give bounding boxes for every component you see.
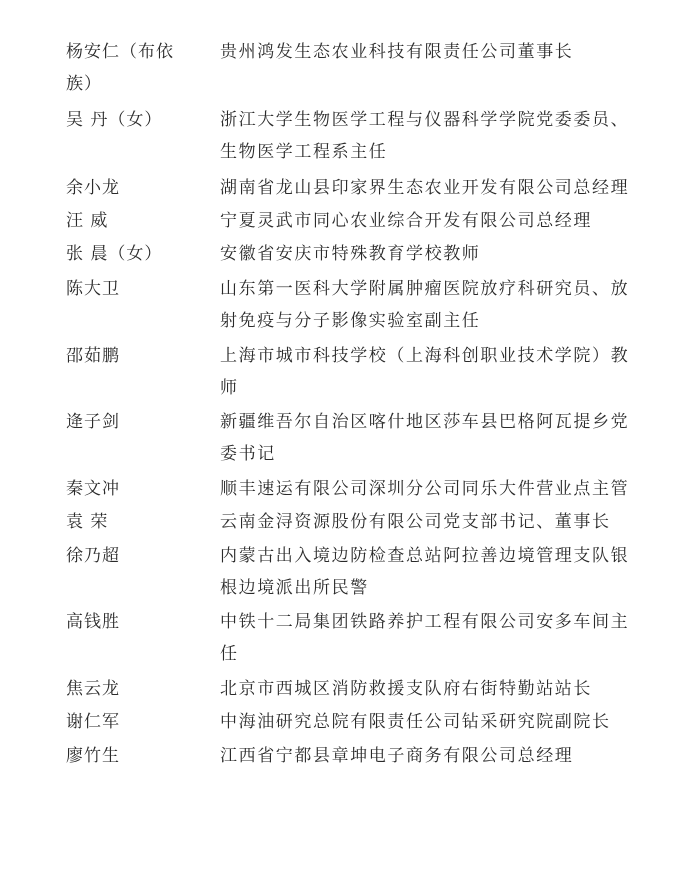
person-name: 秦文冲 bbox=[66, 479, 120, 499]
person-name: 逄子剑 bbox=[66, 412, 120, 432]
person-name: 谢仁军 bbox=[66, 712, 120, 732]
person-title: 顺丰速运有限公司深圳分公司同乐大件营业点主管 bbox=[220, 479, 630, 499]
person-name: 廖竹生 bbox=[66, 746, 120, 766]
person-title: 山东第一医科大学附属肿瘤医院放疗科研究员、放射免疫与分子影像实验室副主任 bbox=[220, 279, 630, 331]
person-title: 中海油研究总院有限责任公司钻采研究院副院长 bbox=[220, 712, 611, 732]
person-title: 浙江大学生物医学工程与仪器科学学院党委委员、生物医学工程系主任 bbox=[220, 110, 630, 162]
person-name: 袁 荣 bbox=[66, 512, 109, 532]
person-title: 安徽省安庆市特殊教育学校教师 bbox=[220, 244, 481, 264]
person-title: 宁夏灵武市同心农业综合开发有限公司总经理 bbox=[220, 211, 592, 231]
person-name: 徐乃超 bbox=[66, 546, 120, 566]
person-name: 杨安仁（布依族） bbox=[66, 42, 174, 94]
person-name: 焦云龙 bbox=[66, 679, 120, 699]
person-title: 新疆维吾尔自治区喀什地区莎车县巴格阿瓦提乡党委书记 bbox=[220, 412, 630, 464]
person-name: 张 晨（女） bbox=[66, 244, 163, 264]
person-name: 陈大卫 bbox=[66, 279, 120, 299]
person-name: 高钱胜 bbox=[66, 612, 120, 632]
person-title: 中铁十二局集团铁路养护工程有限公司安多车间主任 bbox=[220, 612, 630, 664]
person-title: 江西省宁都县章坤电子商务有限公司总经理 bbox=[220, 746, 574, 766]
person-title: 北京市西城区消防救援支队府右街特勤站站长 bbox=[220, 679, 592, 699]
person-title: 湖南省龙山县印家界生态农业开发有限公司总经理 bbox=[220, 178, 630, 198]
person-title: 上海市城市科技学校（上海科创职业技术学院）教师 bbox=[220, 346, 630, 398]
person-name: 吴 丹（女） bbox=[66, 110, 163, 130]
person-title: 云南金浔资源股份有限公司党支部书记、董事长 bbox=[220, 512, 611, 532]
person-title: 贵州鸿发生态农业科技有限责任公司董事长 bbox=[220, 42, 574, 62]
person-name: 邵茹鹏 bbox=[66, 346, 120, 366]
person-name: 汪 威 bbox=[66, 211, 109, 231]
person-title: 内蒙古出入境边防检查总站阿拉善边境管理支队银根边境派出所民警 bbox=[220, 546, 630, 598]
person-name: 余小龙 bbox=[66, 178, 120, 198]
